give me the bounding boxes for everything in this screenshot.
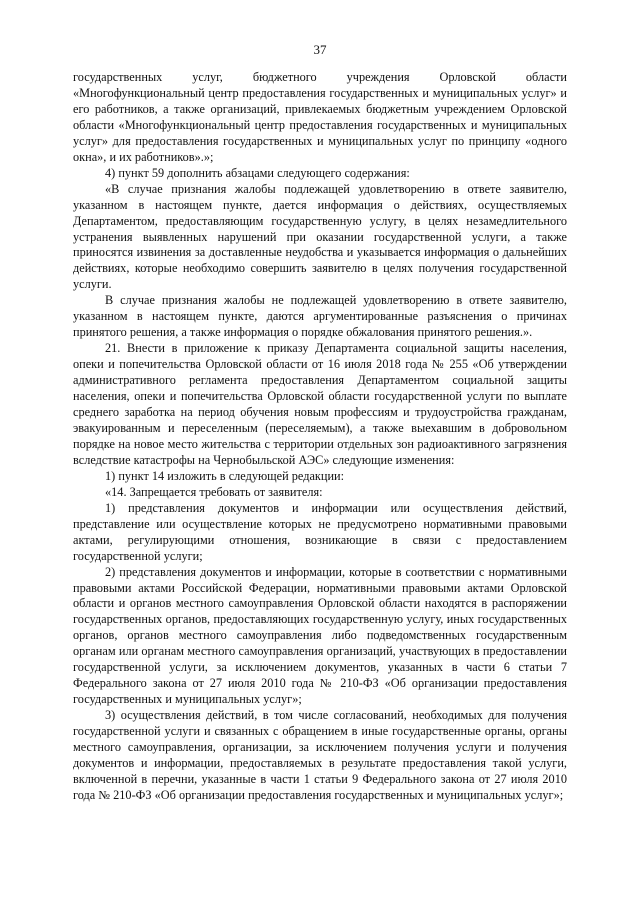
paragraph-9: 2) представления документов и информации, которые в соответствии с нормативными правовыми актами Российской Федерации, нормативными правовыми актами Орловской области и органов местного самоуправления Орловской области находятся в распоряжении государственных органов, предоставляющих государственную услугу, иных государственных органов, органов местного самоуправления либо подведомственных государственным органам или органам местного самоуправления организаций, участвующих в предоставлении государственной услуги, за исключением документов, указанных в части 6 статьи 7 Федерального закона от 27 июля 2010 года № 210-ФЗ «Об организации предоставления государственных и муниципальных услуг»;	[73, 564, 567, 707]
paragraph-3: «В случае признания жалобы подлежащей удовлетворению в ответе заявителю, указанном в настоящем пункте, дается информация о действиях, осуществляемых Департаментом, предоставляющим государственную услугу, в целях незамедлительного устранения выявленных нарушений при оказании государственной услуги, а также приносятся извинения за доставленные неудобства и указывается информация о дальнейших действиях, которые необходимо совершить заявителю в целях получения государственной услуги.	[73, 181, 567, 292]
paragraph-1: государственных услуг, бюджетного учреждения Орловской области «Многофункциональный центр предоставления государственных и муниципальных услуг» и его работников, а также организаций, привлекаемых бюджетным учреждением Орловской области «Многофункциональный центр предоставления государственных и муниципальных услуг» для предоставления государственных и муниципальных услуг по принципу «одного окна», и их работников».»;	[73, 70, 567, 164]
paragraph-7: «14. Запрещается требовать от заявителя:	[105, 484, 323, 499]
paragraph-8: 1) представления документов и информации или осуществления действий, представление или осуществление которых не предусмотрено нормативными правовыми актами, регулирующими отношения, возникающие в связи с предоставлением государственной услуги;	[73, 500, 567, 563]
body-text	[73, 70, 567, 804]
page-number: 37	[313, 42, 327, 57]
paragraph-10: 3) осуществления действий, в том числе согласований, необходимых для получения государственной услуги и связанных с обращением в иные государственные органы, органы местного самоуправления, организации, за исключением получения услуги и получения документов и информации, предоставляемых в результате предоставления такой услуги, включенной в перечни, указанные в части 1 статьи 9 Федерального закона от 27 июля 2010 года № 210-ФЗ «Об организации предоставления государственных и муниципальных услуг»;	[73, 708, 567, 802]
paragraph-2: 4) пункт 59 дополнить абзацами следующего содержания:	[105, 165, 410, 180]
paragraph-4: В случае признания жалобы не подлежащей удовлетворению в ответе заявителю, указанном в настоящем пункте, даются аргументированные разъяснения о причинах принятого решения, а также информация о порядке обжалования принятого решения.».	[73, 293, 567, 340]
paragraph-5: 21. Внести в приложение к приказу Департамента социальной защиты населения, опеки и попечительства Орловской области от 16 июля 2018 года № 255 «Об утверждении административного регламента предоставления Департаментом социальной защиты населения, опеки и попечительства Орловской области государственной услуги по выплате среднего заработка на период обучения новым профессиям и трудоустройства гражданам, эвакуированным и переселенным (переселяемым), а также выехавшим в добровольном порядке на новое место жительства с территории отдельных зон радиоактивного загрязнения вследствие катастрофы на Чернобыльской АЭС» следующие изменения:	[73, 341, 567, 467]
paragraph-6: 1) пункт 14 изложить в следующей редакции:	[105, 468, 345, 483]
